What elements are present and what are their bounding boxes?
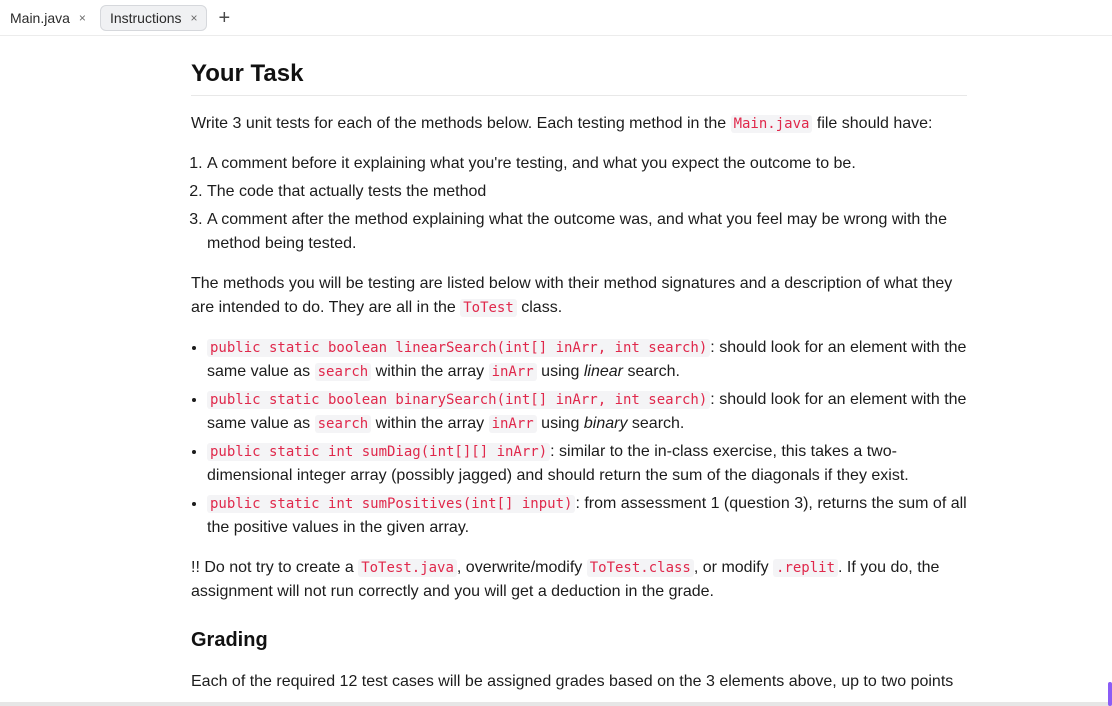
method-desc: search. <box>627 415 685 432</box>
warning-text: , or modify <box>693 559 774 576</box>
horizontal-scrollbar-track <box>0 702 1112 706</box>
intro-text: Write 3 unit tests for each of the methods below. Each testing method in the <box>191 115 731 132</box>
inline-code: inArr <box>489 363 537 381</box>
close-icon[interactable]: × <box>190 10 198 25</box>
tab-label: Instructions <box>109 9 182 26</box>
grading-paragraph: Each of the required 12 test cases will be assigned grades based on the 3 elements above, up to two points <box>191 673 954 690</box>
intro-text: file should have: <box>812 115 933 132</box>
methods-intro-text: class. <box>516 299 563 316</box>
intro-paragraph <box>191 112 967 136</box>
list-item: 3. A comment after the method explaining what the outcome was, and what you feel may be wrong with the method being tested. <box>207 208 967 256</box>
inline-code: search <box>315 363 372 381</box>
inline-code: inArr <box>489 415 537 433</box>
method-desc: : similar to the in-class exercise, this takes a two-dimensional integer array (possibly jagged) and should return the sum of the diagonals if they exist. <box>207 443 909 484</box>
inline-code: .replit <box>773 559 838 577</box>
method-desc: search. <box>623 363 680 380</box>
methods-list <box>191 336 967 540</box>
list-item: 1. A comment before it explaining what you're testing, and what you expect the outcome to be. <box>207 152 967 176</box>
emphasis: linear <box>583 363 624 380</box>
inline-code: ToTest.class <box>587 559 694 577</box>
method-desc: within the array <box>371 363 489 380</box>
instructions-document <box>191 36 967 694</box>
inline-code: ToTest.java <box>358 559 457 577</box>
method-signature: public static boolean binarySearch(int[] inArr, int search) <box>207 391 710 409</box>
method-signature: public static int sumDiag(int[][] inArr) <box>207 443 550 461</box>
list-item <box>207 440 967 488</box>
method-desc: using <box>536 363 584 380</box>
list-item <box>207 336 967 384</box>
requirements-list <box>191 152 967 256</box>
page-title: Your Task <box>191 60 967 96</box>
close-icon[interactable]: × <box>78 10 86 25</box>
method-desc: using <box>536 415 584 432</box>
list-item: 2. The code that actually tests the method <box>207 180 967 204</box>
tab-bar <box>0 0 1112 36</box>
list-item <box>207 388 967 436</box>
inline-code: ToTest <box>460 299 517 317</box>
tab-main-java[interactable] <box>0 5 94 31</box>
method-desc: : from assessment 1 (question 3), returns the sum of all the positive values in the given array. <box>207 495 967 536</box>
emphasis: binary <box>583 415 628 432</box>
method-signature: public static int sumPositives(int[] input) <box>207 495 575 513</box>
method-desc: : should look for an element with the same value as <box>207 391 967 432</box>
methods-intro-text: The methods you will be testing are listed below with their method signatures and a description of what they are intended to do. They are all in the <box>191 275 953 316</box>
add-tab-icon[interactable]: + <box>218 6 231 29</box>
warning-text: , overwrite/modify <box>456 559 587 576</box>
list-item <box>207 492 967 540</box>
scrollbar-thumb[interactable] <box>1108 682 1112 706</box>
tab-instructions[interactable] <box>100 5 207 31</box>
warning-paragraph <box>191 556 967 604</box>
inline-code: Main.java <box>731 115 813 133</box>
methods-intro-paragraph <box>191 272 967 320</box>
warning-text: . If you do, the assignment will not run correctly and you will get a deduction in the grade. <box>191 559 940 600</box>
method-signature: public static boolean linearSearch(int[] inArr, int search) <box>207 339 710 357</box>
grading-heading: Grading <box>191 629 268 651</box>
method-desc: : should look for an element with the same value as <box>207 339 967 380</box>
warning-text: !! Do not try to create a <box>191 559 359 576</box>
tab-label: Main.java <box>10 9 70 26</box>
inline-code: search <box>315 415 372 433</box>
method-desc: within the array <box>371 415 489 432</box>
